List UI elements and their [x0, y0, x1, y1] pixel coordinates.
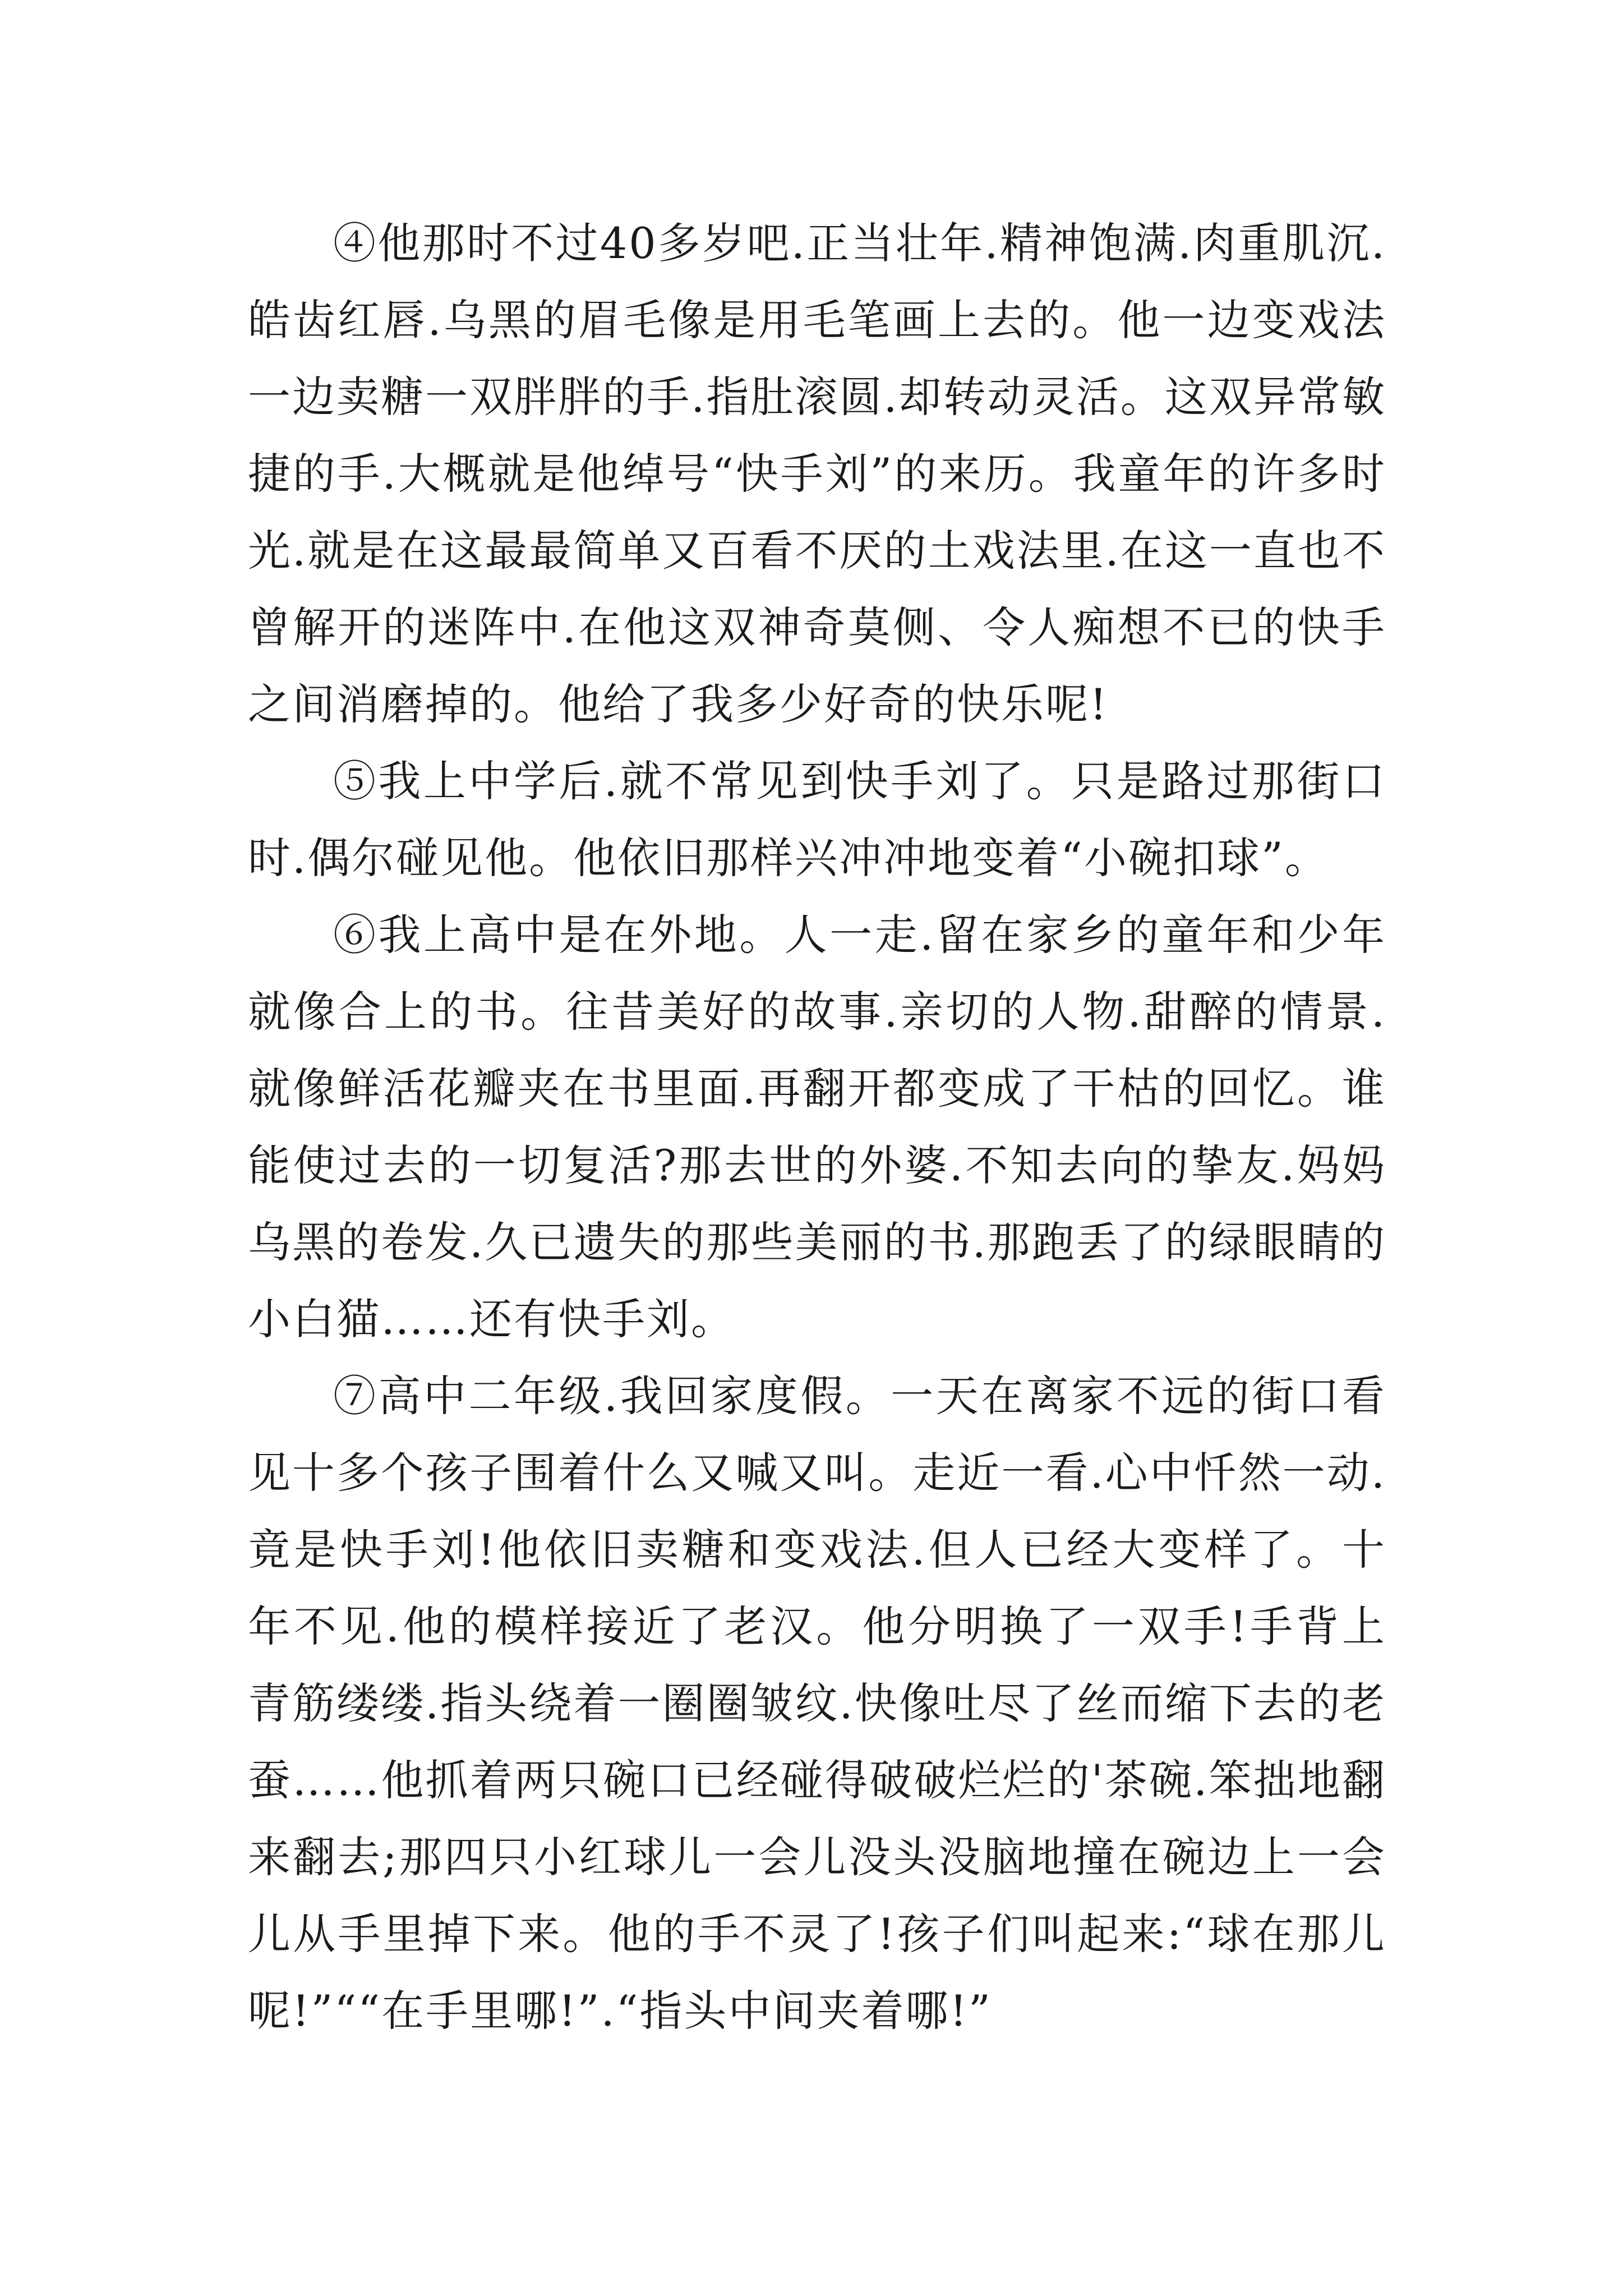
- document-body: [248, 205, 1386, 2049]
- paragraph-5: ⑤我上中学后.就不常见到快手刘了。只是路过那街口时.偶尔碰见他。他依旧那样兴冲冲地变着“小碗扣球”。: [248, 756, 1386, 883]
- paragraph-6: ⑥我上高中是在外地。人一走.留在家乡的童年和少年就像合上的书。往昔美好的故事.亲切的人物.甜醉的情景.就像鲜活花瓣夹在书里面.再翻开都变成了干枯的回忆。谁能使过去的一切复活?那去世的外婆.不知去向的挚友.妈妈乌黑的卷发.久已遗失的那些美丽的书.那跑丢了的绿眼睛的小白猫……还有快手刘。: [248, 910, 1386, 1344]
- paragraph-4: ④他那时不过40多岁吧.正当壮年.精神饱满.肉重肌沉.皓齿红唇.乌黑的眉毛像是用毛笔画上去的。他一边变戏法一边卖糖一双胖胖的手.指肚滚圆.却转动灵活。这双异常敏捷的手.大概就是他绰号“快手刘”的来历。我童年的许多时光.就是在这最最简单又百看不厌的土戏法里.在这一直也不曾解开的迷阵中.在他这双神奇莫侧、令人痴想不已的快手之间消磨掉的。他给了我多少好奇的快乐呢!: [248, 218, 1386, 729]
- paragraph-7: ⑦高中二年级.我回家度假。一天在离家不远的街口看见十多个孩子围着什么又喊又叫。走近一看.心中忏然一动.竟是快手刘!他依旧卖糖和变戏法.但人已经大变样了。十年不见.他的模样接近了老汉。他分明换了一双手!手背上青筋缕缕.指头绕着一圈圈皱纹.快像吐尽了丝而缩下去的老蚕……他抓着两只碗口已经碰得破破烂烂的'茶碗.笨拙地翻来翻去;那四只小红球儿一会儿没头没脑地撞在碗边上一会儿从手里掉下来。他的手不灵了!孩子们叫起来:“球在那儿呢!”““在手里哪!”.“指头中间夹着哪!”: [248, 1371, 1386, 2036]
